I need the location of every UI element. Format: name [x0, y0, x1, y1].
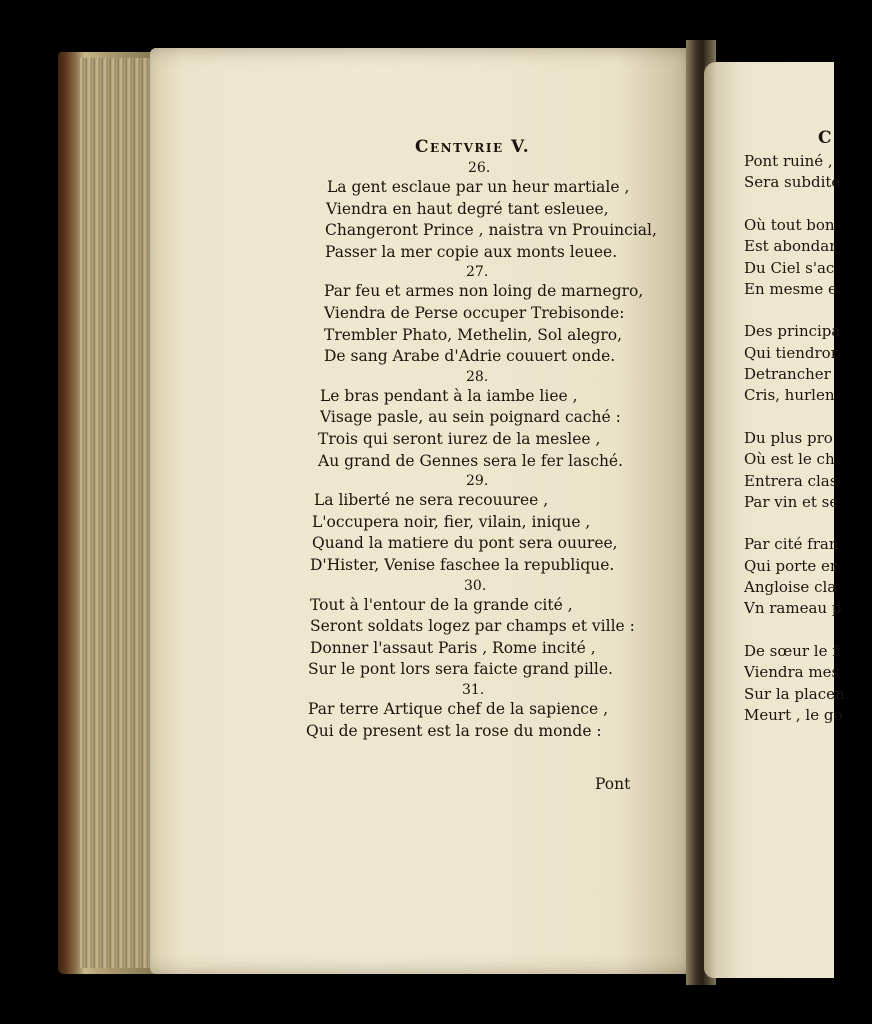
verse-line: Viendra en haut degré tant esleuee,: [326, 199, 609, 218]
verse-line: Donner l'assaut Paris , Rome incité ,: [310, 638, 596, 657]
verse-line: Par terre Artique chef de la sapience ,: [308, 700, 609, 718]
right-page-line: Viendra mes: [744, 663, 840, 682]
right-page-line: Entrera clas: [744, 471, 838, 490]
right-page-line: Des principa: [744, 322, 841, 341]
right-page-line: Par vin et se: [744, 492, 839, 511]
right-page-line: Est abondar: [744, 237, 837, 256]
verse-line: Au grand de Gennes sera le fer lasché.: [318, 451, 624, 470]
page-heading: Centvrie V.: [415, 137, 531, 157]
verse-line: Le bras pendant à la iambe liee ,: [320, 386, 578, 405]
verse-line: Visage pasle, au sein poignard caché :: [320, 408, 621, 427]
right-page-line: Pont ruiné ,: [744, 152, 833, 170]
right-page-line: Du Ciel s'ac: [744, 258, 835, 277]
verse-number: 27.: [466, 264, 489, 281]
verse-line: Qui de present est la rose du monde :: [306, 721, 602, 740]
right-page-line: Qui tiendror: [744, 343, 838, 362]
verse-line: La gent esclaue par un heur martiale ,: [327, 178, 630, 196]
verse-number: 28.: [466, 368, 489, 385]
right-page-line: Où tout bon: [744, 215, 835, 234]
verse-line: Sur le pont lors sera faicte grand pille.: [308, 660, 613, 679]
verse-number: 31.: [462, 682, 485, 698]
verse-line: La liberté ne sera recouuree ,: [314, 491, 549, 510]
verse-line: Viendra de Perse occuper Trebisonde:: [324, 304, 625, 322]
verse-line: Changeront Prince , naistra vn Prouincial,: [325, 221, 657, 240]
verse-line: Quand la matiere du pont sera ouuree,: [312, 534, 618, 553]
right-page-line: Vn rameau p: [744, 599, 842, 618]
right-page-line: Sera subdite: [744, 173, 841, 192]
verse-line: L'occupera noir, fier, vilain, inique ,: [312, 512, 591, 531]
verse-line: Trembler Phato, Methelin, Sol alegro,: [324, 325, 623, 344]
verse-line: Passer la mer copie aux monts leuee.: [325, 242, 618, 261]
verse-number: 29.: [466, 473, 489, 490]
right-page-line: Du plus pro: [744, 428, 833, 447]
right-page: [704, 62, 845, 978]
right-page-line: Qui porte er: [744, 556, 838, 575]
verse-number: 30.: [464, 577, 487, 594]
right-page-line: Angloise cla: [744, 578, 837, 596]
right-page-line: Sur la placen: [744, 684, 845, 703]
right-page-line: Detrancher: [744, 365, 831, 383]
right-page-line: Par cité fran: [744, 535, 839, 554]
verse-line: Par feu et armes non loing de marnegro,: [324, 282, 644, 301]
verse-line: Trois qui seront iurez de la meslee ,: [318, 430, 601, 448]
right-page-line: Cris, hurlen: [744, 386, 835, 405]
verse-line: De sang Arabe d'Adrie couuert onde.: [324, 347, 616, 366]
right-page-line: Meurt , le go: [744, 705, 843, 724]
right-page-line: Où est le ch: [744, 450, 835, 469]
right-page-line: En mesme e: [744, 279, 837, 298]
right-page-line: De sœur le f: [744, 641, 838, 660]
catchword: Pont: [595, 775, 631, 793]
verse-line: D'Hister, Venise faschee la republique.: [310, 556, 615, 574]
verse-line: Seront soldats logez par champs et ville :: [310, 617, 635, 636]
right-page-heading: C: [818, 128, 832, 148]
verse-line: Tout à l'entour de la grande cité ,: [310, 595, 573, 614]
verse-number: 26.: [468, 160, 491, 176]
